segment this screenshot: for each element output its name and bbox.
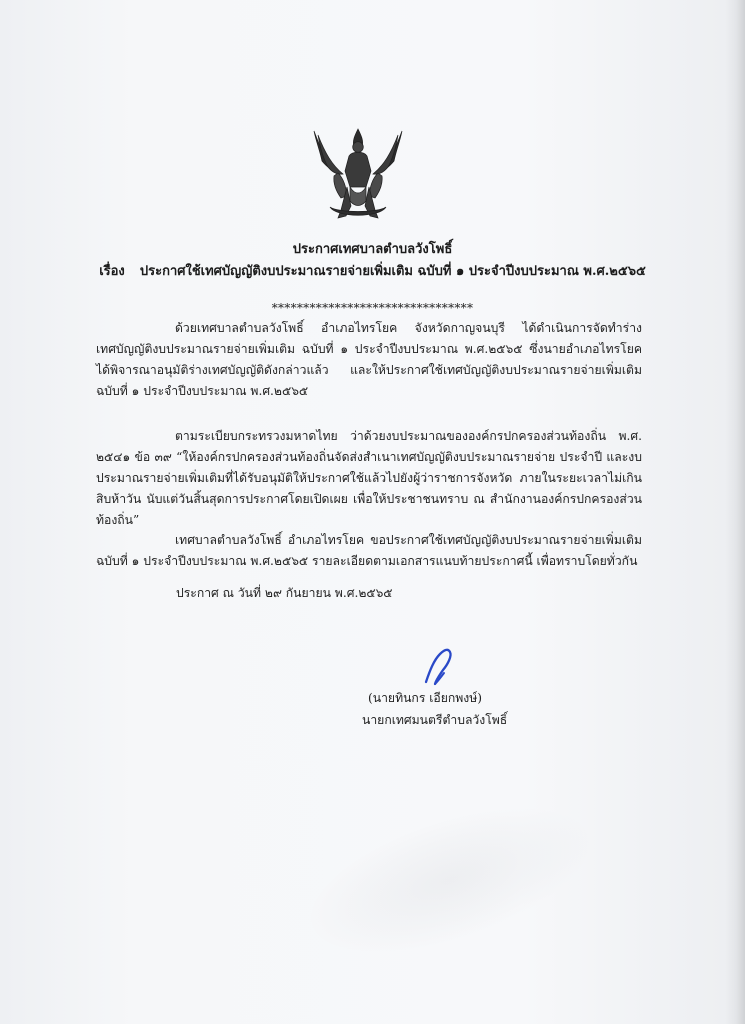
announcement-date: ประกาศ ณ วันที่ ๒๙ กันยายน พ.ศ.๒๕๖๕ (176, 586, 393, 600)
paragraph-2: ตามระเบียบกระทรวงมหาดไทย ว่าด้วยงบประมาณขององค์กรปกครองส่วนท้องถิ่น พ.ศ. ๒๕๔๑ ข้อ ๓๙ “ให้องค์กรปกครองส่วนท้องถิ่นจัดส่งสำเนาเทศบัญญัติงบประมาณรายจ่าย ประจำปี และงบประมาณรายจ่ายเพิ่มเติมที่ได้รับอนุมัติให้ประกาศใช้แล้วไปยังผู้ว่าราชการจังหวัด ภายในระยะเวลาไม่เกินสิบห้าวัน นับแต่วันสิ้นสุดการประกาศโดยเปิดเผย เพื่อให้ประชาชนทราบ ณ สำนักงานองค์กรปกครองส่วนท้องถิ่น” (96, 429, 642, 527)
announcement-title: ประกาศเทศบาลตำบลวังโพธิ์ (292, 242, 453, 257)
signer-title: นายกเทศมนตรีตำบลวังโพธิ์ (362, 713, 508, 727)
signature-mark (420, 640, 464, 686)
paragraph-1: ด้วยเทศบาลตำบลวังโพธิ์ อำเภอไทรโยค จังหวัดกาญจนบุรี ได้ดำเนินการจัดทำร่างเทศบัญญัติงบประมาณรายจ่ายเพิ่มเติม ฉบับที่ ๑ ประจำปีงบประมาณ พ.ศ.๒๕๖๕ ซึ่งนายอำเภอไทรโยค ได้พิจารณาอนุมัติร่างเทศบัญญัติดังกล่าวแล้ว และให้ประกาศใช้เทศบัญญัติงบประมาณรายจ่ายเพิ่มเติม ฉบับที่ ๑ ประจำปีงบประมาณ พ.ศ.๒๕๖๕ (96, 321, 642, 398)
announcement-subject (0, 260, 745, 281)
subject-label: เรื่อง (99, 264, 125, 279)
page-edge-shadow (725, 0, 745, 1024)
signer-name: (นายทินกร เอียกพงษ์) (368, 691, 483, 705)
garuda-emblem-icon (310, 123, 406, 223)
subject-text: ประกาศใช้เทศบัญญัติงบประมาณรายจ่ายเพิ่มเติม ฉบับที่ ๑ ประจำปีงบประมาณ พ.ศ.๒๕๖๕ (139, 264, 646, 279)
separator-line: ******************************** (271, 301, 474, 315)
paper-crease (289, 777, 611, 984)
paragraph-3: เทศบาลตำบลวังโพธิ์ อำเภอไทรโยค ขอประกาศใช้เทศบัญญัติงบประมาณรายจ่ายเพิ่มเติม ฉบับที่ ๑ ประจำปีงบประมาณ พ.ศ.๒๕๖๕ รายละเอียดตามเอกสารแนบท้ายประกาศนี้ เพื่อทราบโดยทั่วกัน (96, 533, 642, 568)
